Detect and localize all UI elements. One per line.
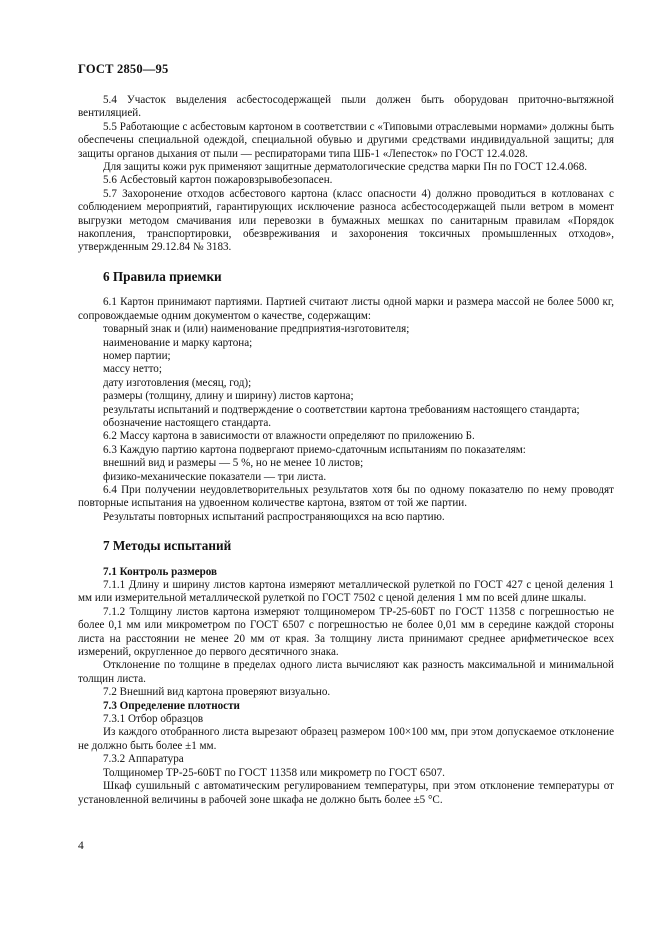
list-item: номер партии;: [103, 349, 171, 362]
section-7-title: 7 Методы испытаний: [103, 538, 232, 554]
subsection-7-3-title: 7.3 Определение плотности: [103, 699, 240, 712]
list-item: товарный знак и (или) наименование предприятия-изготовителя;: [103, 323, 410, 336]
paragraph-5-6: 5.6 Асбестовый картон пожаровзрывобезопасен.: [103, 174, 333, 187]
paragraph-7-1-2-b: Отклонение по толщине в пределах одного листа вычисляют как разность максимальной и минимальной толщин листа.: [78, 659, 614, 685]
page-body: [78, 94, 614, 807]
paragraph-6-4-b: Результаты повторных испытаний распространяющихся на всю партию.: [103, 510, 445, 523]
paragraph-7-1-2: 7.1.2 Толщину листов картона измеряют толщиномером ТР-25-60БТ по ГОСТ 11358 с погрешностью не более 0,1 мм или микрометром по ГОСТ 6507 с погрешностью не более 0,01 мм в середине каждой стороны листа на расстоянии не менее 20 мм от края. За толщину листа принимают среднее арифметическое всех измерений, округленное до первого десятичного знака.: [78, 605, 614, 659]
paragraph-6-4: 6.4 При получении неудовлетворительных результатов хотя бы по одному показателю по нему проводят повторные испытания на удвоенном количестве картона, взятом от той же партии.: [78, 483, 614, 510]
paragraph-7-3-1: 7.3.1 Отбор образцов: [103, 713, 204, 726]
paragraph-6-3: 6.3 Каждую партию картона подвергают приемо-сдаточным испытаниям по показателям:: [103, 443, 526, 456]
paragraph-5-4: 5.4 Участок выделения асбестосодержащей пыли должен быть оборудован приточно-вытяжной вентиляцией.: [78, 94, 614, 120]
paragraph-5-5: 5.5 Работающие с асбестовым картоном в соответствии с «Типовыми отраслевыми нормами» должны быть обеспечены специальной одеждой, специальной обувью и другими средствами индивидуальной защиты; для защиты органов дыхания от пыли — респираторами типа ШБ-1 «Лепесток» по ГОСТ 12.4.028.: [78, 120, 614, 160]
paragraph-7-1-1: 7.1.1 Длину и ширину листов картона измеряют металлической рулеткой по ГОСТ 427 с ценой деления 1 мм или измерительной металлической рулеткой по ГОСТ 7502 с ценой деления 1 мм по всей длине шкалы.: [78, 579, 614, 605]
subsection-7-1-title: 7.1 Контроль размеров: [103, 565, 218, 578]
page-number: 4: [78, 840, 84, 852]
list-item: результаты испытаний и подтверждение о соответствии картона требованиям настоящего стандарта;: [103, 403, 580, 416]
paragraph-6-2: 6.2 Массу картона в зависимости от влажности определяют по приложению Б.: [103, 430, 475, 443]
section-6-title: 6 Правила приемки: [103, 268, 222, 284]
list-item: массу нетто;: [103, 363, 162, 376]
document-header: ГОСТ 2850—95: [78, 62, 169, 76]
paragraph-6-1: 6.1 Картон принимают партиями. Партией считают листы одной марки и размера массой не более 5000 кг, сопровождаемые одним документом о качестве, содержащим:: [78, 296, 614, 322]
paragraph-7-3-2-b: Шкаф сушильный с автоматическим регулированием температуры, при этом отклонение температуры от установленной величины в рабочей зоне шкафа не должно быть более ±5 °С.: [78, 780, 614, 806]
paragraph-7-3-2-a: Толщиномер ТР-25-60БТ по ГОСТ 11358 или микрометр по ГОСТ 6507.: [103, 766, 445, 779]
list-item: наименование и марку картона;: [103, 336, 253, 349]
paragraph-5-7: 5.7 Захоронение отходов асбестового картона (класс опасности 4) должно проводиться в котлованах с соблюдением мероприятий, гарантирующих исключение разноса асбестосодержащей пыли ветром в момент выгрузки методом смачивания или перевозки в бумажных мешках по санитарным правилам «Порядок накопления, транспортировки, обезвреживания и захоронения токсичных промышленных отходов», утвержденным 29.12.84 № 3183.: [78, 187, 614, 254]
paragraph-7-2: 7.2 Внешний вид картона проверяют визуально.: [103, 686, 331, 699]
paragraph-6-3-a: внешний вид и размеры — 5 %, но не менее 10 листов;: [103, 457, 364, 470]
list-item: дату изготовления (месяц, год);: [103, 376, 252, 389]
paragraph-7-3-2: 7.3.2 Аппаратура: [103, 753, 184, 766]
list-item: обозначение настоящего стандарта.: [103, 416, 272, 429]
paragraph-5-5-skin: Для защиты кожи рук применяют защитные дерматологические средства марки Пн по ГОСТ 12.4.068.: [103, 161, 588, 174]
list-item: размеры (толщину, длину и ширину) листов картона;: [103, 390, 354, 403]
paragraph-6-3-b: физико-механические показатели — три листа.: [103, 470, 327, 483]
paragraph-7-3-1-b: Из каждого отобранного листа вырезают образец размером 100×100 мм, при этом допускаемое отклонение не должно быть более ±1 мм.: [78, 726, 614, 752]
